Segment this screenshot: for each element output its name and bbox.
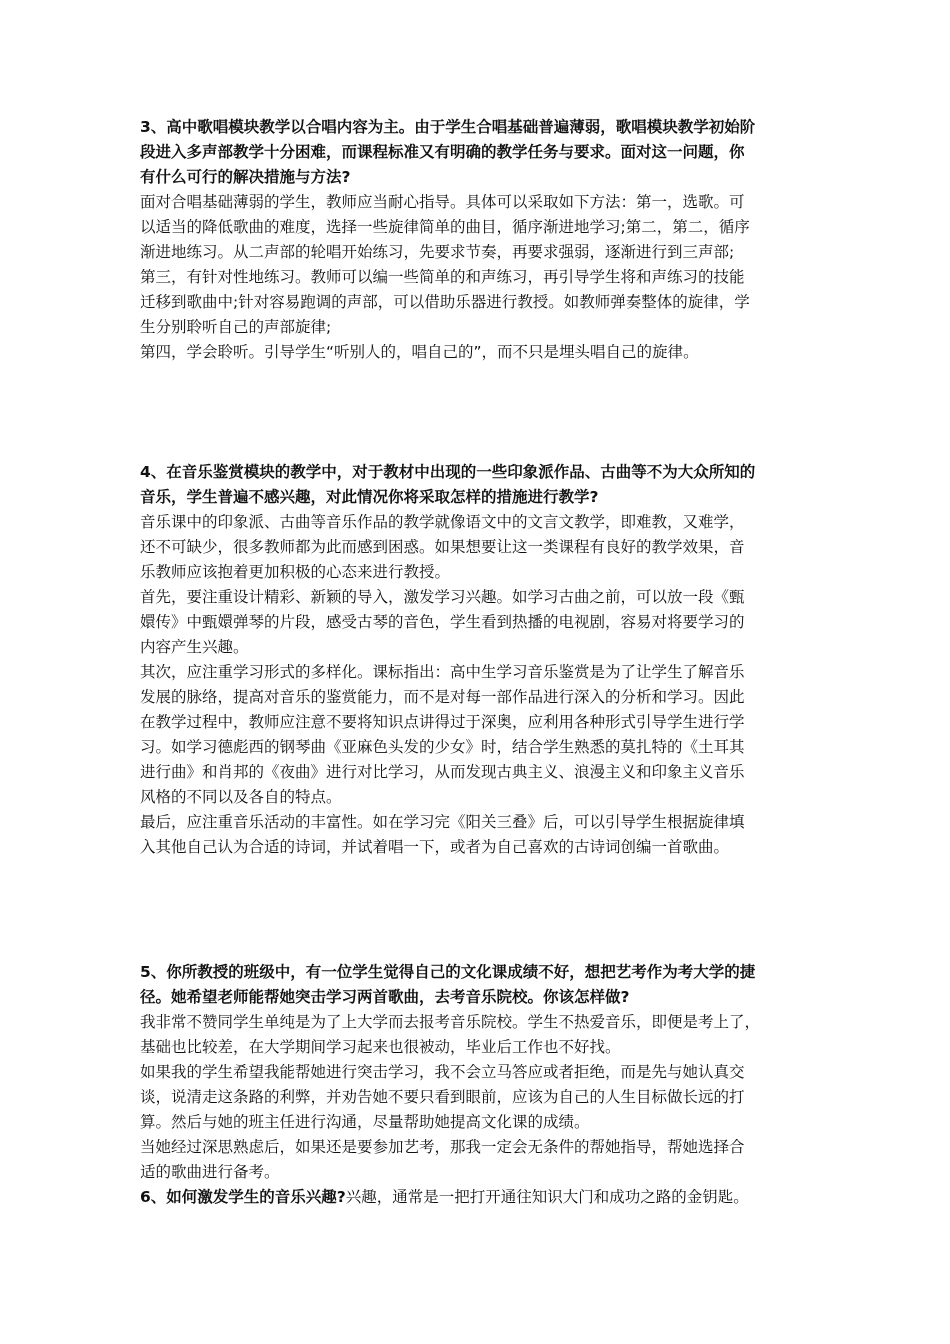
answer-4-line: 乐教师应该抱着更加积极的心态来进行教授。 — [140, 563, 451, 581]
question-6-text: 6、如何激发学生的音乐兴趣? — [140, 1188, 346, 1206]
answer-4-line: 首先，要注重设计精彩、新颖的导入，激发学习兴趣。如学习古曲之前，可以放一段《甄 — [140, 588, 745, 606]
answer-4-line: 风格的不同以及各自的特点。 — [140, 788, 342, 806]
answer-3-line: 第三，有针对性地练习。教师可以编一些简单的和声练习，再引导学生将和声练习的技能 — [140, 268, 745, 286]
answer-4-line: 音乐课中的印象派、古曲等音乐作品的教学就像语文中的文言文教学，即难教，又难学， — [140, 513, 745, 531]
question-4-line: 音乐，学生普遍不感兴趣，对此情况你将采取怎样的措施进行教学? — [140, 488, 599, 506]
answer-4-line: 其次，应注重学习形式的多样化。课标指出：高中生学习音乐鉴赏是为了让学生了解音乐 — [140, 663, 745, 681]
answer-3-line: 渐进地练习。从二声部的轮唱开始练习，先要求节奏，再要求强弱，逐渐进行到三声部; — [140, 243, 735, 261]
answer-4-line: 进行曲》和肖邦的《夜曲》进行对比学习，从而发现古典主义、浪漫主义和印象主义音乐 — [140, 763, 745, 781]
question-5-section — [140, 960, 830, 1210]
answer-3-line: 生分别聆听自己的声部旋律; — [140, 318, 332, 336]
answer-4-line: 还不可缺少，很多教师都为此而感到困惑。如果想要让这一类课程有良好的教学效果，音 — [140, 538, 745, 556]
answer-3-line: 面对合唱基础薄弱的学生，教师应当耐心指导。具体可以采取如下方法：第一，选歌。可 — [140, 193, 745, 211]
answer-4-line: 嬛传》中甄嬛弹琴的片段，感受古琴的音色，学生看到热播的电视剧，容易对将要学习的 — [140, 613, 745, 631]
answer-5-line: 如果我的学生希望我能帮她进行突击学习，我不会立马答应或者拒绝，而是先与她认真交 — [140, 1063, 745, 1081]
answer-5-line: 谈，说清走这条路的利弊，并劝告她不要只看到眼前，应该为自己的人生目标做长远的打 — [140, 1088, 745, 1106]
answer-5-line: 当她经过深思熟虑后，如果还是要参加艺考，那我一定会无条件的帮她指导，帮她选择合 — [140, 1138, 745, 1156]
answer-4-line: 在教学过程中，教师应注意不要将知识点讲得过于深奥，应利用各种形式引导学生进行学 — [140, 713, 745, 731]
answer-5-line: 基础也比较差，在大学期间学习起来也很被动，毕业后工作也不好找。 — [140, 1038, 621, 1056]
question-4-line: 4、在音乐鉴赏模块的教学中，对于教材中出现的一些印象派作品、古曲等不为大众所知的 — [140, 463, 756, 481]
answer-3-line: 迁移到歌曲中;针对容易跑调的声部，可以借助乐器进行教授。如教师弹奏整体的旋律，学 — [140, 293, 750, 311]
answer-6-text: 兴趣，通常是一把打开通往知识大门和成功之路的金钥匙。 — [345, 1188, 749, 1206]
answer-4-line: 习。如学习德彪西的钢琴曲《亚麻色头发的少女》时，结合学生熟悉的莫扎特的《土耳其 — [140, 738, 745, 756]
answer-3-line: 第四，学会聆听。引导学生“听别人的，唱自己的”，而不只是埋头唱自己的旋律。 — [140, 343, 699, 361]
answer-5-line: 算。然后与她的班主任进行沟通，尽量帮助她提高文化课的成绩。 — [140, 1113, 590, 1131]
answer-4-line: 最后，应注重音乐活动的丰富性。如在学习完《阳关三叠》后，可以引导学生根据旋律填 — [140, 813, 745, 831]
answer-5-line: 我非常不赞同学生单纯是为了上大学而去报考音乐院校。学生不热爱音乐，即便是考上了， — [140, 1013, 761, 1031]
question-3-line: 3、高中歌唱模块教学以合唱内容为主。由于学生合唱基础普遍薄弱，歌唱模块教学初始阶 — [140, 118, 756, 136]
question-5-line: 径。她希望老师能帮她突击学习两首歌曲，去考音乐院校。你该怎样做? — [140, 988, 630, 1006]
question-3-section — [140, 115, 830, 365]
answer-5-line: 适的歌曲进行备考。 — [140, 1163, 280, 1181]
question-6-line — [140, 1185, 830, 1210]
question-3-line: 段进入多声部教学十分困难，而课程标准又有明确的教学任务与要求。面对这一问题，你 — [140, 143, 745, 161]
question-5-line: 5、你所教授的班级中，有一位学生觉得自己的文化课成绩不好，想把艺考作为考大学的捷 — [140, 963, 756, 981]
question-3-line: 有什么可行的解决措施与方法? — [140, 168, 351, 186]
question-4-section — [140, 460, 830, 860]
answer-3-line: 以适当的降低歌曲的难度，选择一些旋律简单的曲目，循序渐进地学习;第二，第二，循序 — [140, 218, 750, 236]
answer-4-line: 入其他自己认为合适的诗词，并试着唱一下，或者为自己喜欢的古诗词创编一首歌曲。 — [140, 838, 730, 856]
answer-4-line: 内容产生兴趣。 — [140, 638, 249, 656]
answer-4-line: 发展的脉络，提高对音乐的鉴赏能力，而不是对每一部作品进行深入的分析和学习。因此 — [140, 688, 745, 706]
